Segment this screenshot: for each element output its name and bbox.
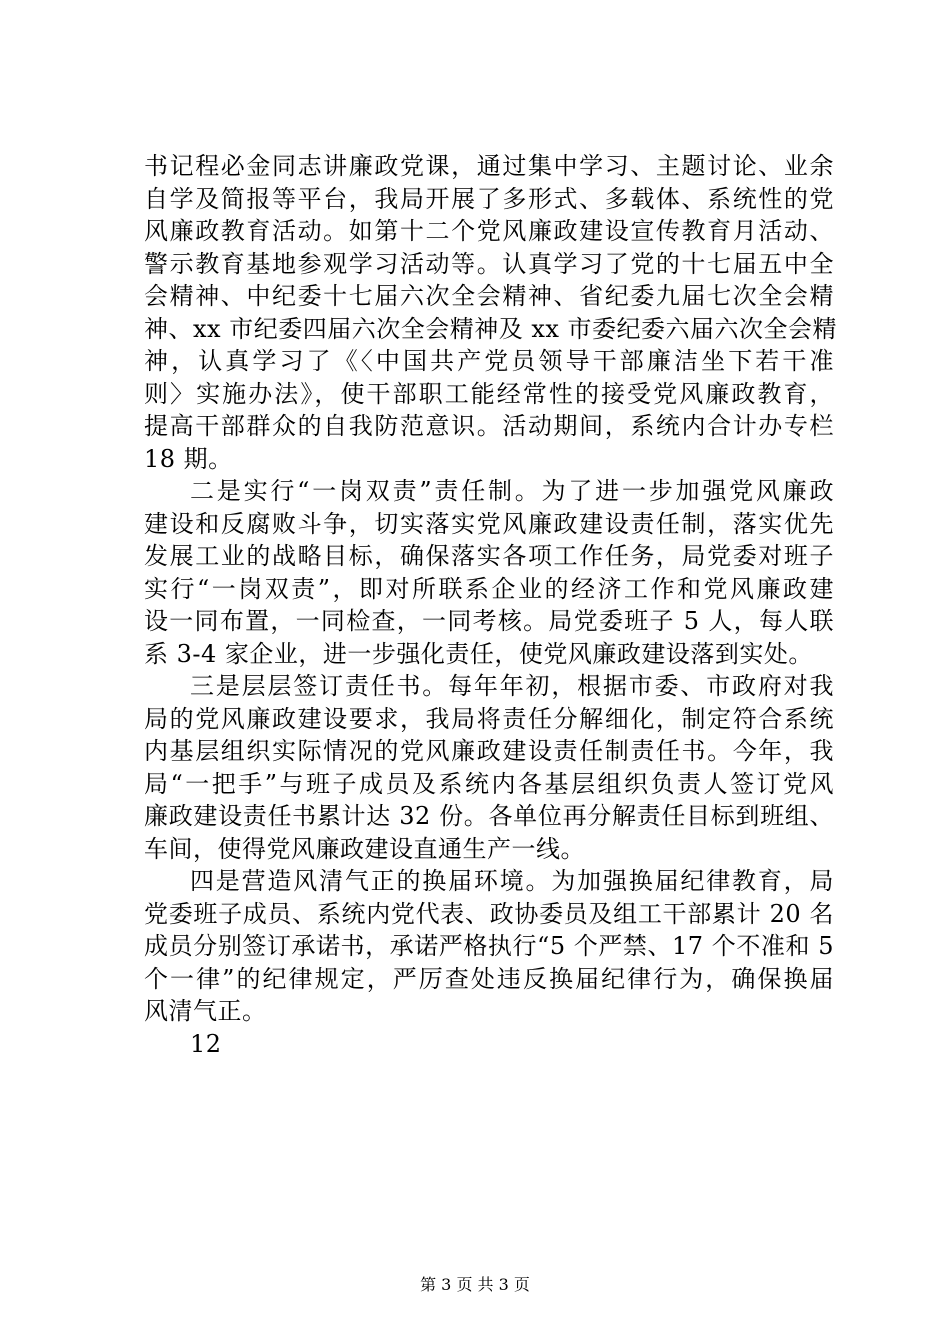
text-line: 建设和反腐败斗争，切实落实党风廉政建设责任制，落实优先 xyxy=(144,509,834,538)
text-line: 神，认真学习了《〈中国共产党员领导干部廉洁坐下若干准 xyxy=(144,347,834,375)
text-line: 局“一把手”与班子成员及系统内各基层组织负责人签订党风 xyxy=(144,769,834,798)
text-line: 风清气正。 xyxy=(144,997,267,1025)
text-line: 系 3-4 家企业，进一步强化责任，使党风廉政建设落到实处。 xyxy=(144,639,813,668)
document-body xyxy=(144,150,838,1060)
text-line: 风廉政教育活动。如第十二个党风廉政建设宣传教育月活动、 xyxy=(144,217,834,245)
text-line: 三是层层签订责任书。每年年初，根据市委、市政府对我 xyxy=(190,672,834,700)
text-line: 发展工业的战略目标，确保落实各项工作任务，局党委对班子 xyxy=(144,542,834,570)
page-footer: 第 3 页 共 3 页 xyxy=(420,1275,530,1294)
text-line: 二是实行“一岗双责”责任制。为了进一步加强党风廉政 xyxy=(190,477,834,505)
text-line: 书记程必金同志讲廉政党课，通过集中学习、主题讨论、业余 xyxy=(144,152,834,180)
text-line: 党委班子成员、系统内党代表、政协委员及组工干部累计 20 名 xyxy=(144,899,834,928)
text-line: 12 xyxy=(190,1029,222,1058)
text-line: 18 期。 xyxy=(144,444,233,473)
text-line: 提高干部群众的自我防范意识。活动期间，系统内合计办专栏 xyxy=(144,412,834,440)
text-line: 四是营造风清气正的换届环境。为加强换届纪律教育，局 xyxy=(190,867,834,895)
text-line: 自学及简报等平台，我局开展了多形式、多载体、系统性的党 xyxy=(144,184,834,213)
text-line: 设一同布置，一同检查，一同考核。局党委班子 5 人，每人联 xyxy=(144,607,834,635)
text-line: 局的党风廉政建设要求，我局将责任分解细化，制定符合系统 xyxy=(144,704,834,733)
text-line: 会精神、中纪委十七届六次全会精神、省纪委九届七次全会精 xyxy=(144,282,834,310)
text-line: 则〉实施办法》，使干部职工能经常性的接受党风廉政教育， xyxy=(144,379,834,408)
text-line: 神、xx 市纪委四届六次全会精神及 xx 市委纪委六届六次全会精 xyxy=(144,314,838,343)
text-line: 成员分别签订承诺书，承诺严格执行“5 个严禁、17 个不准和 5 xyxy=(144,932,834,960)
text-line: 内基层组织实际情况的党风廉政建设责任制责任书。今年，我 xyxy=(144,737,834,765)
text-line: 个一律”的纪律规定，严厉查处违反换届纪律行为，确保换届 xyxy=(144,964,834,993)
text-line: 车间，使得党风廉政建设直通生产一线。 xyxy=(144,834,585,863)
text-line: 实行“一岗双责”，即对所联系企业的经济工作和党风廉政建 xyxy=(144,574,834,603)
text-line: 警示教育基地参观学习活动等。认真学习了党的十七届五中全 xyxy=(144,249,834,278)
text-line: 廉政建设责任书累计达 32 份。各单位再分解责任目标到班组、 xyxy=(144,802,834,830)
